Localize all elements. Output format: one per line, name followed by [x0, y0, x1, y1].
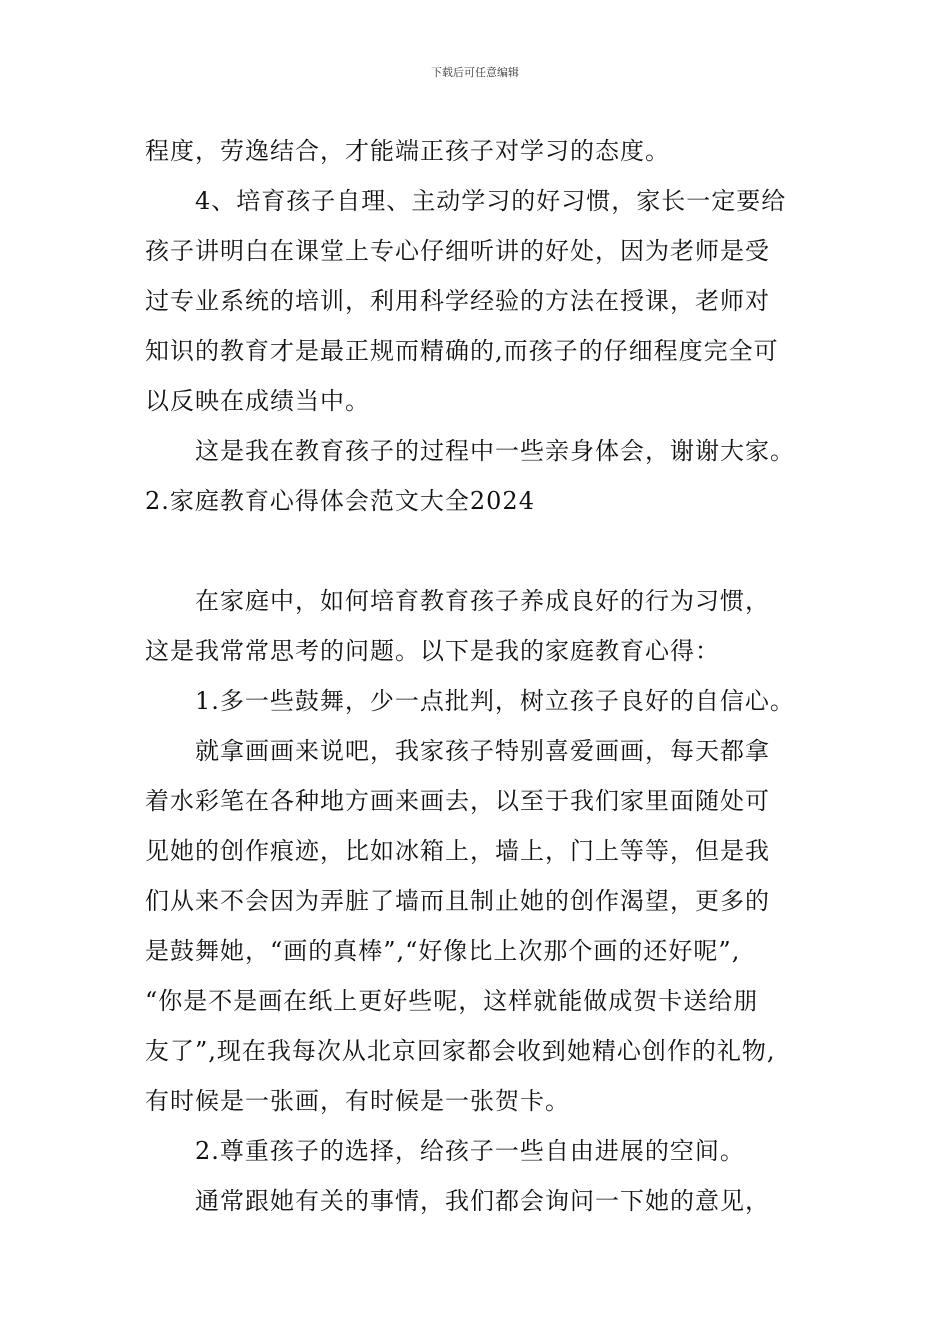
- paragraph-start: 这是我在教育孩子的过程中一些亲身体会，谢谢大家。: [195, 437, 795, 465]
- text-line: 见她的创作痕迹，比如冰箱上，墙上，门上等等，但是我: [145, 837, 770, 865]
- document-body: [145, 126, 825, 1226]
- page-header: 下载后可任意编辑: [431, 66, 519, 79]
- text-line: 这是我常常思考的问题。以下是我的家庭教育心得：: [145, 637, 720, 665]
- paragraph-start: 就拿画画来说吧，我家孩子特别喜爱画画，每天都拿: [195, 737, 770, 765]
- text-line: 着水彩笔在各种地方画来画去，以至于我们家里面随处可: [145, 787, 770, 815]
- text-line: 是鼓舞她，“画的真棒”,“好像比上次那个画的还好呢”,: [145, 937, 741, 965]
- text-line: 过专业系统的培训，利用科学经验的方法在授课，老师对: [145, 287, 770, 315]
- list-item-heading: 1.多一些鼓舞，少一点批判，树立孩子良好的自信心。: [195, 687, 795, 715]
- paragraph-start: 在家庭中，如何培育教育孩子养成良好的行为习惯，: [195, 587, 770, 615]
- text-line: 以反映在成绩当中。: [145, 387, 370, 415]
- list-item-heading: 2.尊重孩子的选择，给孩子一些自由进展的空间。: [195, 1137, 745, 1165]
- section-heading: 2.家庭教育心得体会范文大全2024: [145, 487, 535, 515]
- text-line: 知识的教育才是最正规而精确的,而孩子的仔细程度完全可: [145, 337, 779, 365]
- paragraph-start: 4、培育孩子自理、主动学习的好习惯，家长一定要给: [195, 187, 787, 215]
- text-line: 友了”,现在我每次从北京回家都会收到她精心创作的礼物,: [145, 1037, 776, 1065]
- text-line: 程度，劳逸结合，才能端正孩子对学习的态度。: [145, 137, 670, 165]
- paragraph-start: 通常跟她有关的事情，我们都会询问一下她的意见，: [195, 1187, 770, 1215]
- blank-line: [145, 526, 825, 576]
- text-line: “你是不是画在纸上更好些呢，这样就能做成贺卡送给朋: [145, 987, 759, 1015]
- text-line: 们从来不会因为弄脏了墙而且制止她的创作渴望，更多的: [145, 887, 770, 915]
- text-line: 有时候是一张画，有时候是一张贺卡。: [145, 1087, 570, 1115]
- text-line: 孩子讲明白在课堂上专心仔细听讲的好处，因为老师是受: [145, 237, 770, 265]
